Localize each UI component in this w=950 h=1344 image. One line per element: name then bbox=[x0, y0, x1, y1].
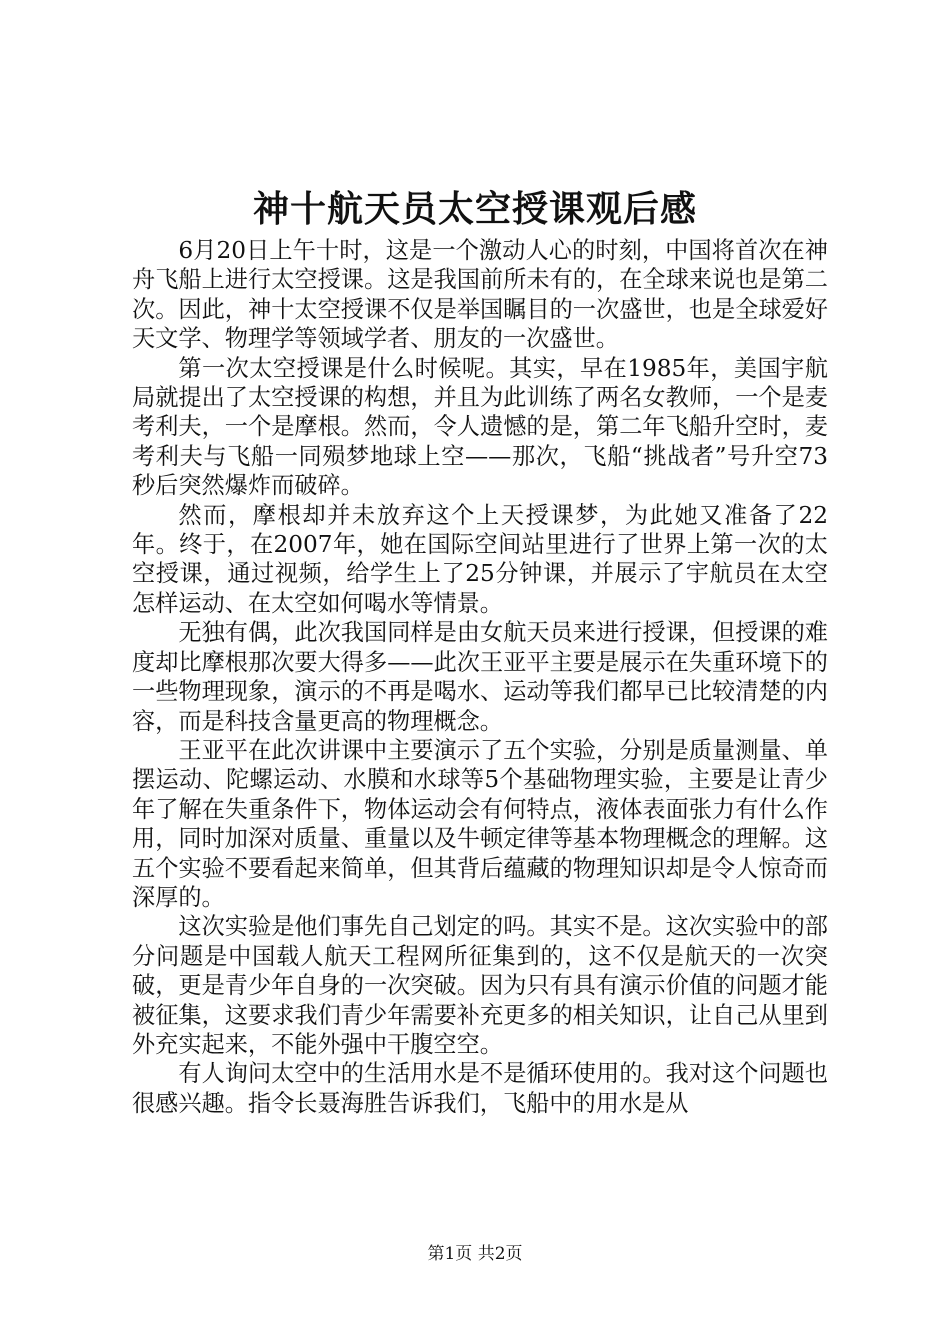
document-body bbox=[132, 236, 828, 1118]
paragraph-3: 然而，摩根却并未放弃这个上天授课梦，为此她又准备了22年。终于，在2007年，她在国际空间站里进行了世界上第一次的太空授课，通过视频，给学生上了25分钟课，并展示了宇航员在太空怎样运动、在太空如何喝水等情景。 bbox=[132, 501, 828, 617]
paragraph-5: 王亚平在此次讲课中主要演示了五个实验，分别是质量测量、单摆运动、陀螺运动、水膜和水球等5个基础物理实验，主要是让青少年了解在失重条件下，物体运动会有何特点，液体表面张力有什么作用，同时加深对质量、重量以及牛顿定律等基本物理概念的理解。这五个实验不要看起来简单，但其背后蕴藏的物理知识却是令人惊奇而深厚的。 bbox=[132, 736, 828, 911]
paragraph-7: 有人询问太空中的生活用水是不是循环使用的。我对这个问题也很感兴趣。指令长聂海胜告诉我们，飞船中的用水是从 bbox=[132, 1060, 828, 1117]
document-title: 神十航天员太空授课观后感 bbox=[252, 188, 697, 230]
paragraph-6: 这次实验是他们事先自己划定的吗。其实不是。这次实验中的部分问题是中国载人航天工程网所征集到的，这不仅是航天的一次突破，更是青少年自身的一次突破。因为只有具有演示价值的问题才能被征集，这要求我们青少年需要补充更多的相关知识，让自己从里到外充实起来，不能外强中干腹空空。 bbox=[132, 913, 828, 1058]
page-number-footer: 第1页 共2页 bbox=[427, 1244, 523, 1264]
paragraph-4: 无独有偶，此次我国同样是由女航天员来进行授课，但授课的难度却比摩根那次要大得多——此次王亚平主要是展示在失重环境下的一些物理现象，演示的不再是喝水、运动等我们都早已比较清楚的内容，而是科技含量更高的物理概念。 bbox=[132, 619, 828, 735]
paragraph-1: 6月20日上午十时，这是一个激动人心的时刻，中国将首次在神舟飞船上进行太空授课。这是我国前所未有的，在全球来说也是第二次。因此，神十太空授课不仅是举国瞩目的一次盛世，也是全球爱好天文学、物理学等领域学者、朋友的一次盛世。 bbox=[132, 237, 828, 353]
paragraph-2: 第一次太空授课是什么时候呢。其实，早在1985年，美国宇航局就提出了太空授课的构想，并且为此训练了两名女教师，一个是麦考利夫，一个是摩根。然而，令人遗憾的是，第二年飞船升空时，麦考利夫与飞船一同殒梦地球上空——那次，飞船“挑战者”号升空73秒后突然爆炸而破碎。 bbox=[132, 354, 828, 500]
